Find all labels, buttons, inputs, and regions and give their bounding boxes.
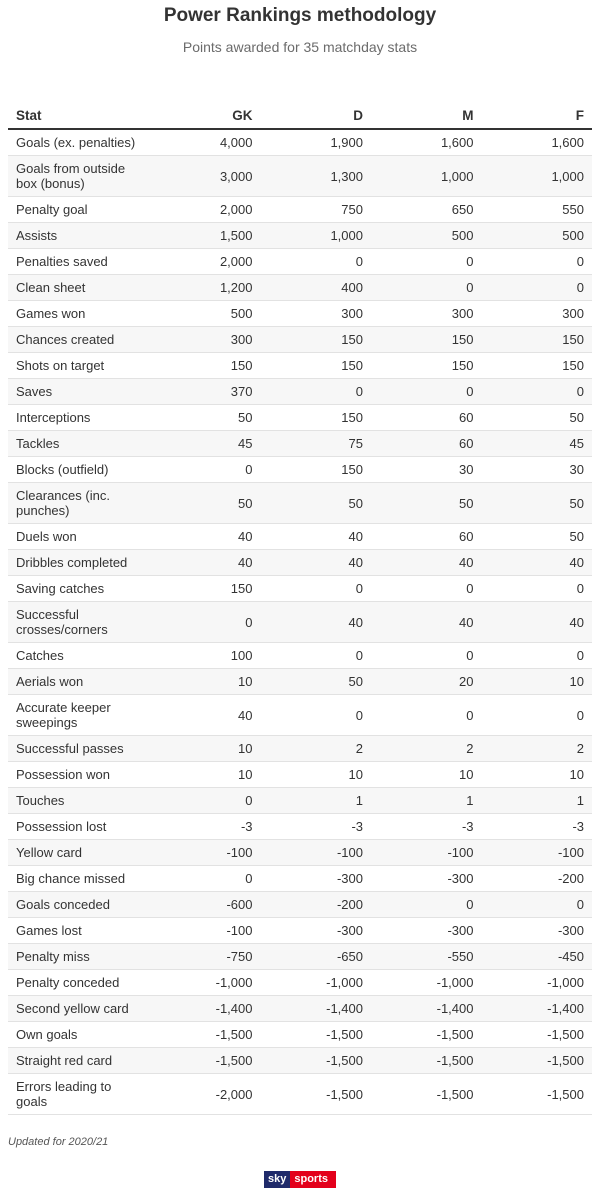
cell-gk: 4,000 <box>150 129 261 156</box>
table-row <box>8 431 592 457</box>
cell-d: 40 <box>261 524 372 550</box>
cell-stat: Possession lost <box>8 814 150 840</box>
table-row <box>8 550 592 576</box>
cell-d: -650 <box>261 944 372 970</box>
table-row <box>8 353 592 379</box>
page-title: Power Rankings methodology <box>163 5 437 26</box>
cell-m: 60 <box>371 431 482 457</box>
cell-f: 0 <box>482 892 593 918</box>
cell-f: 0 <box>482 249 593 275</box>
cell-stat: Penalty conceded <box>8 970 150 996</box>
table-row <box>8 762 592 788</box>
cell-f: 1,600 <box>482 129 593 156</box>
cell-f: 40 <box>482 550 593 576</box>
cell-d: 300 <box>261 301 372 327</box>
cell-stat: Penalty miss <box>8 944 150 970</box>
cell-d: 0 <box>261 576 372 602</box>
cell-d: -1,000 <box>261 970 372 996</box>
cell-gk: 1,200 <box>150 275 261 301</box>
table-row <box>8 327 592 353</box>
cell-f: -3 <box>482 814 593 840</box>
table-row <box>8 892 592 918</box>
cell-gk: 500 <box>150 301 261 327</box>
cell-f: -200 <box>482 866 593 892</box>
cell-gk: 10 <box>150 762 261 788</box>
cell-f: 40 <box>482 602 593 643</box>
cell-f: 50 <box>482 405 593 431</box>
cell-stat: Goals (ex. penalties) <box>8 129 150 156</box>
header-m: M <box>371 102 482 129</box>
cell-m: 0 <box>371 576 482 602</box>
cell-d: 150 <box>261 327 372 353</box>
cell-d: -100 <box>261 840 372 866</box>
cell-gk: 1,500 <box>150 223 261 249</box>
cell-gk: 0 <box>150 602 261 643</box>
cell-gk: 50 <box>150 483 261 524</box>
table-row <box>8 840 592 866</box>
cell-m: 10 <box>371 762 482 788</box>
cell-d: 0 <box>261 643 372 669</box>
cell-d: 50 <box>261 669 372 695</box>
cell-f: 10 <box>482 669 593 695</box>
cell-d: -1,500 <box>261 1048 372 1074</box>
logo-sports-text: sports <box>290 1171 336 1188</box>
cell-stat: Possession won <box>8 762 150 788</box>
cell-d: 0 <box>261 249 372 275</box>
cell-stat: Games lost <box>8 918 150 944</box>
cell-f: -100 <box>482 840 593 866</box>
cell-stat: Aerials won <box>8 669 150 695</box>
cell-m: -1,500 <box>371 1074 482 1115</box>
cell-gk: -1,400 <box>150 996 261 1022</box>
cell-m: -1,400 <box>371 996 482 1022</box>
cell-gk: -3 <box>150 814 261 840</box>
table-row <box>8 970 592 996</box>
cell-f: 50 <box>482 524 593 550</box>
table-row <box>8 275 592 301</box>
cell-gk: 100 <box>150 643 261 669</box>
cell-m: 150 <box>371 353 482 379</box>
cell-gk: 150 <box>150 576 261 602</box>
cell-stat: Yellow card <box>8 840 150 866</box>
cell-gk: 2,000 <box>150 197 261 223</box>
cell-stat: Catches <box>8 643 150 669</box>
cell-stat: Clean sheet <box>8 275 150 301</box>
cell-d: 750 <box>261 197 372 223</box>
table-row <box>8 695 592 736</box>
cell-stat: Assists <box>8 223 150 249</box>
cell-f: 1 <box>482 788 593 814</box>
cell-f: -1,500 <box>482 1074 593 1115</box>
table-row <box>8 405 592 431</box>
cell-gk: 45 <box>150 431 261 457</box>
cell-d: 150 <box>261 405 372 431</box>
cell-f: 0 <box>482 695 593 736</box>
cell-stat: Accurate keeper sweepings <box>8 695 150 736</box>
table-row <box>8 1048 592 1074</box>
cell-f: -1,500 <box>482 1022 593 1048</box>
cell-f: 30 <box>482 457 593 483</box>
cell-f: 1,000 <box>482 156 593 197</box>
cell-d: 10 <box>261 762 372 788</box>
cell-f: 500 <box>482 223 593 249</box>
cell-m: -100 <box>371 840 482 866</box>
cell-stat: Blocks (outfield) <box>8 457 150 483</box>
table-row <box>8 918 592 944</box>
table-row <box>8 1074 592 1115</box>
cell-stat: Successful crosses/corners <box>8 602 150 643</box>
cell-d: -1,500 <box>261 1074 372 1115</box>
cell-stat: Big chance missed <box>8 866 150 892</box>
cell-f: 0 <box>482 379 593 405</box>
cell-f: 2 <box>482 736 593 762</box>
table-row <box>8 602 592 643</box>
cell-m: 60 <box>371 524 482 550</box>
cell-m: 650 <box>371 197 482 223</box>
cell-gk: -1,000 <box>150 970 261 996</box>
cell-d: 75 <box>261 431 372 457</box>
cell-m: 150 <box>371 327 482 353</box>
cell-d: 150 <box>261 457 372 483</box>
cell-d: 1 <box>261 788 372 814</box>
cell-gk: 40 <box>150 524 261 550</box>
cell-gk: -1,500 <box>150 1048 261 1074</box>
page-subtitle: Points awarded for 35 matchday stats <box>182 39 418 55</box>
cell-m: 1,600 <box>371 129 482 156</box>
table-row <box>8 814 592 840</box>
points-table <box>8 102 592 1115</box>
cell-stat: Straight red card <box>8 1048 150 1074</box>
cell-gk: 370 <box>150 379 261 405</box>
cell-m: 40 <box>371 550 482 576</box>
cell-gk: 50 <box>150 405 261 431</box>
table-row <box>8 1022 592 1048</box>
cell-m: 300 <box>371 301 482 327</box>
cell-gk: 300 <box>150 327 261 353</box>
table-row <box>8 996 592 1022</box>
cell-stat: Errors leading to goals <box>8 1074 150 1115</box>
cell-gk: 10 <box>150 669 261 695</box>
cell-f: 0 <box>482 275 593 301</box>
cell-gk: 2,000 <box>150 249 261 275</box>
cell-m: 1,000 <box>371 156 482 197</box>
table-row <box>8 301 592 327</box>
table-row <box>8 379 592 405</box>
table-row <box>8 223 592 249</box>
cell-f: 45 <box>482 431 593 457</box>
table-row <box>8 944 592 970</box>
table-row <box>8 736 592 762</box>
cell-d: 1,900 <box>261 129 372 156</box>
cell-stat: Second yellow card <box>8 996 150 1022</box>
header-d: D <box>261 102 372 129</box>
cell-stat: Dribbles completed <box>8 550 150 576</box>
table-row <box>8 129 592 156</box>
table-row <box>8 249 592 275</box>
cell-d: 400 <box>261 275 372 301</box>
cell-d: 0 <box>261 379 372 405</box>
table-row <box>8 866 592 892</box>
cell-m: -300 <box>371 866 482 892</box>
cell-m: 1 <box>371 788 482 814</box>
cell-stat: Shots on target <box>8 353 150 379</box>
cell-stat: Penalty goal <box>8 197 150 223</box>
cell-stat: Clearances (inc. punches) <box>8 483 150 524</box>
table-row <box>8 156 592 197</box>
cell-stat: Interceptions <box>8 405 150 431</box>
cell-m: 2 <box>371 736 482 762</box>
cell-m: 40 <box>371 602 482 643</box>
cell-m: 0 <box>371 695 482 736</box>
cell-d: 150 <box>261 353 372 379</box>
cell-d: 2 <box>261 736 372 762</box>
cell-m: -1,500 <box>371 1022 482 1048</box>
cell-d: -300 <box>261 918 372 944</box>
cell-gk: 0 <box>150 866 261 892</box>
cell-gk: 3,000 <box>150 156 261 197</box>
cell-gk: -1,500 <box>150 1022 261 1048</box>
table-row <box>8 669 592 695</box>
cell-d: -200 <box>261 892 372 918</box>
cell-d: -3 <box>261 814 372 840</box>
cell-f: 150 <box>482 327 593 353</box>
cell-f: -1,400 <box>482 996 593 1022</box>
cell-f: 50 <box>482 483 593 524</box>
cell-gk: 0 <box>150 788 261 814</box>
logo-sky-text: sky <box>264 1171 290 1188</box>
table-header-row <box>8 102 592 129</box>
cell-m: 0 <box>371 249 482 275</box>
header-stat: Stat <box>8 102 150 129</box>
cell-d: 1,000 <box>261 223 372 249</box>
cell-m: -1,500 <box>371 1048 482 1074</box>
cell-m: -3 <box>371 814 482 840</box>
cell-m: 20 <box>371 669 482 695</box>
cell-m: -1,000 <box>371 970 482 996</box>
cell-d: 40 <box>261 550 372 576</box>
cell-gk: -100 <box>150 918 261 944</box>
cell-m: 0 <box>371 892 482 918</box>
table-row <box>8 788 592 814</box>
cell-m: 50 <box>371 483 482 524</box>
cell-stat: Own goals <box>8 1022 150 1048</box>
table-row <box>8 643 592 669</box>
cell-stat: Goals conceded <box>8 892 150 918</box>
cell-m: -550 <box>371 944 482 970</box>
cell-m: -300 <box>371 918 482 944</box>
cell-stat: Duels won <box>8 524 150 550</box>
table-row <box>8 483 592 524</box>
table-row <box>8 576 592 602</box>
cell-d: -1,500 <box>261 1022 372 1048</box>
table-row <box>8 197 592 223</box>
cell-gk: 150 <box>150 353 261 379</box>
cell-stat: Goals from outside box (bonus) <box>8 156 150 197</box>
cell-f: 0 <box>482 576 593 602</box>
cell-m: 30 <box>371 457 482 483</box>
cell-m: 0 <box>371 379 482 405</box>
cell-f: 300 <box>482 301 593 327</box>
cell-gk: -750 <box>150 944 261 970</box>
table-row <box>8 524 592 550</box>
cell-f: -300 <box>482 918 593 944</box>
cell-m: 500 <box>371 223 482 249</box>
cell-stat: Successful passes <box>8 736 150 762</box>
cell-f: 150 <box>482 353 593 379</box>
cell-f: -450 <box>482 944 593 970</box>
cell-stat: Touches <box>8 788 150 814</box>
header-gk: GK <box>150 102 261 129</box>
cell-gk: 10 <box>150 736 261 762</box>
cell-gk: 0 <box>150 457 261 483</box>
cell-stat: Tackles <box>8 431 150 457</box>
cell-m: 60 <box>371 405 482 431</box>
cell-d: 1,300 <box>261 156 372 197</box>
cell-stat: Saving catches <box>8 576 150 602</box>
cell-d: 50 <box>261 483 372 524</box>
cell-f: 550 <box>482 197 593 223</box>
cell-d: -300 <box>261 866 372 892</box>
cell-f: -1,500 <box>482 1048 593 1074</box>
header-f: F <box>482 102 593 129</box>
cell-stat: Penalties saved <box>8 249 150 275</box>
cell-m: 0 <box>371 643 482 669</box>
cell-gk: -600 <box>150 892 261 918</box>
cell-f: 0 <box>482 643 593 669</box>
cell-d: 40 <box>261 602 372 643</box>
cell-stat: Chances created <box>8 327 150 353</box>
cell-gk: 40 <box>150 550 261 576</box>
cell-gk: -100 <box>150 840 261 866</box>
sky-sports-logo <box>264 1171 336 1188</box>
cell-gk: 40 <box>150 695 261 736</box>
cell-d: -1,400 <box>261 996 372 1022</box>
table-row <box>8 457 592 483</box>
cell-f: 10 <box>482 762 593 788</box>
cell-stat: Saves <box>8 379 150 405</box>
cell-d: 0 <box>261 695 372 736</box>
cell-m: 0 <box>371 275 482 301</box>
footnote: Updated for 2020/21 <box>8 1136 109 1148</box>
cell-stat: Games won <box>8 301 150 327</box>
cell-f: -1,000 <box>482 970 593 996</box>
cell-gk: -2,000 <box>150 1074 261 1115</box>
